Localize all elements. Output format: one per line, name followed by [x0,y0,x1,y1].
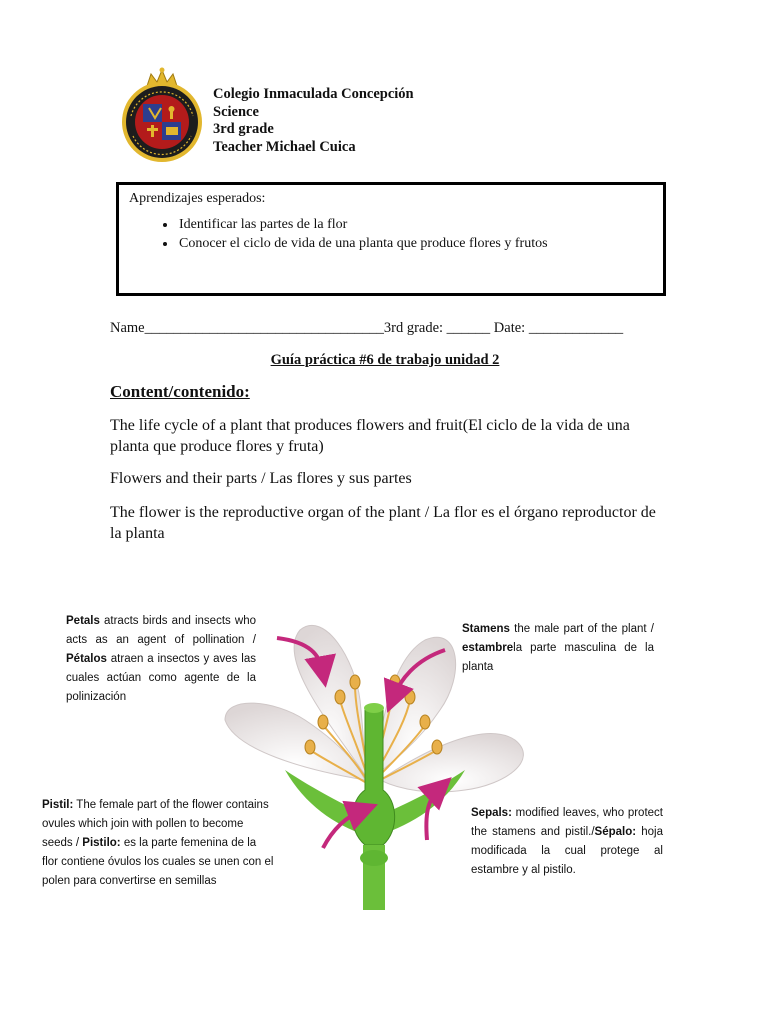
school-crest-logo [117,66,207,162]
sepalo-term: Sépalo: [594,826,637,838]
student-info-line: Name_________________________________3rd grade: ______ Date: _____________ [110,320,624,336]
guide-title: Guía práctica #6 de trabajo unidad 2 [270,352,500,368]
label-petals [66,612,256,707]
subject-name: Science [213,103,259,120]
school-name: Colegio Inmaculada Concepción [213,86,414,102]
pistilo-term: Pistilo: [82,837,121,849]
stamens-term: Stamens [462,623,510,635]
label-pistil [42,796,274,891]
sepalo-text: hoja modificada la cual protege al estambre y al pistilo. [471,826,664,876]
objectives-title: Aprendizajes esperados: [129,191,266,206]
paragraph-reproductive-organ: The flower is the reproductive organ of the plant / La flor es el órgano reproductor de la planta [110,504,656,542]
stamens-text: the male part of the plant / [509,623,654,635]
paragraph-flower-parts: Flowers and their parts / Las flores y sus partes [110,470,412,487]
petalos-text: atraen a insectos y aves las cuales actúan como agente de la polinización [66,653,256,703]
objective-item: • Conocer el ciclo de vida de una planta que produce flores y frutos [177,234,548,253]
learning-objectives-box [116,182,666,296]
sepals-term: Sepals: [471,807,512,819]
estambre-term: estambre [462,642,514,654]
petals-term: Petals [66,615,100,627]
label-stamens [462,620,654,677]
school-header [213,86,414,156]
pistilo-text: es la parte femenina de la flor contiene óvulos los cuales se unen con el polen para convertirse en semillas [42,837,274,887]
petalos-term: Pétalos [66,653,107,665]
content-heading: Content/contenido: [110,382,250,401]
sepals-text: modified leaves, who protect the stamens and pistil./ [471,807,663,838]
estambre-text: la parte masculina de la planta [462,642,654,673]
pistil-text: The female part of the flower contains ovules which join with pollen to become seeds / [42,799,269,849]
objective-item: • Identificar las partes de la flor [177,215,548,234]
grade-level: 3rd grade [213,121,274,137]
objectives-list [119,215,548,253]
label-sepals [471,804,663,880]
pistil-term: Pistil: [42,799,74,811]
petals-text: atracts birds and insects who acts as an agent of pollination / [66,615,256,646]
teacher-name: Teacher Michael Cuica [213,138,356,155]
paragraph-life-cycle: The life cycle of a plant that produces flowers and fruit(El ciclo de la vida de una planta que produce flores y fruta) [110,417,630,455]
